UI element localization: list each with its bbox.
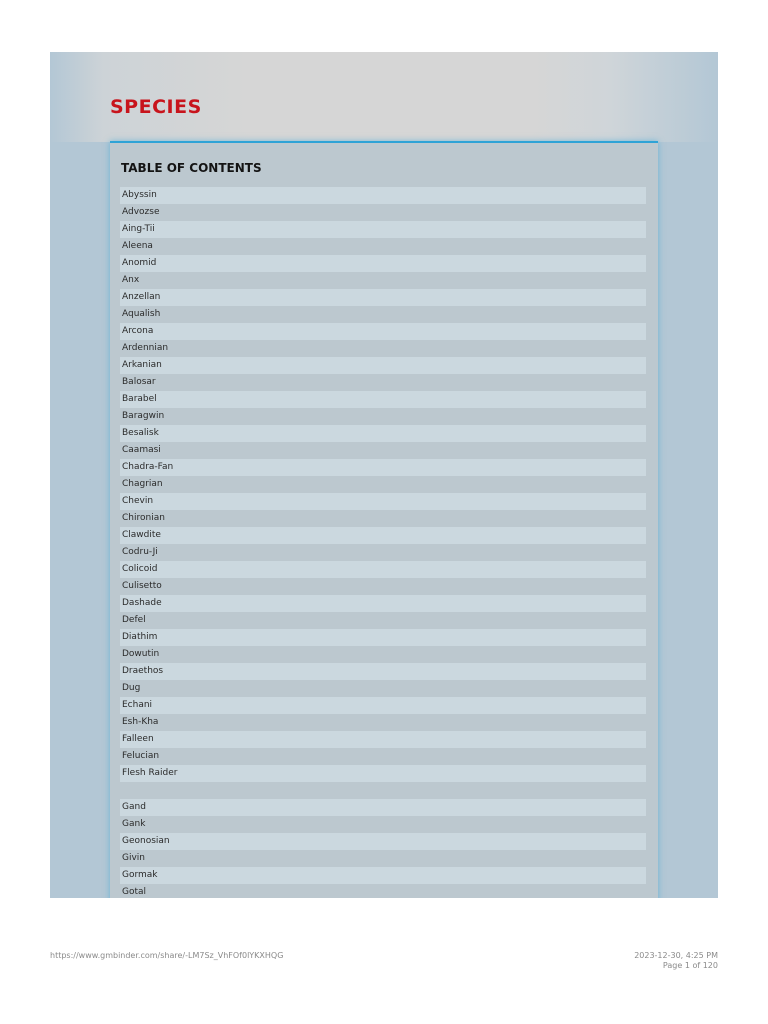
- toc-item[interactable]: Advozse: [120, 204, 646, 221]
- toc-item[interactable]: Aqualish: [120, 306, 646, 323]
- toc-item[interactable]: Anzellan: [120, 289, 646, 306]
- toc-item[interactable]: Aing-Tii: [120, 221, 646, 238]
- toc-item[interactable]: Esh-Kha: [120, 714, 646, 731]
- toc-item[interactable]: Arkanian: [120, 357, 646, 374]
- toc-list: [120, 187, 646, 898]
- toc-item: [120, 782, 646, 799]
- toc-heading: TABLE OF CONTENTS: [121, 161, 262, 175]
- toc-item[interactable]: Falleen: [120, 731, 646, 748]
- toc-item[interactable]: Gotal: [120, 884, 646, 898]
- toc-item[interactable]: Codru-Ji: [120, 544, 646, 561]
- toc-item[interactable]: Defel: [120, 612, 646, 629]
- toc-item[interactable]: Geonosian: [120, 833, 646, 850]
- toc-item[interactable]: Echani: [120, 697, 646, 714]
- toc-item[interactable]: Dashade: [120, 595, 646, 612]
- toc-item[interactable]: Anomid: [120, 255, 646, 272]
- page-title: SPECIES: [110, 96, 202, 118]
- toc-item[interactable]: Gand: [120, 799, 646, 816]
- toc-item[interactable]: Besalisk: [120, 425, 646, 442]
- toc-item[interactable]: Clawdite: [120, 527, 646, 544]
- toc-item[interactable]: Felucian: [120, 748, 646, 765]
- toc-item[interactable]: Culisetto: [120, 578, 646, 595]
- toc-item[interactable]: Chadra-Fan: [120, 459, 646, 476]
- toc-item[interactable]: Draethos: [120, 663, 646, 680]
- toc-item[interactable]: Flesh Raider: [120, 765, 646, 782]
- toc-item[interactable]: Givin: [120, 850, 646, 867]
- footer-page-number: Page 1 of 120: [662, 961, 718, 970]
- footer-meta: [634, 951, 718, 971]
- toc-item[interactable]: Colicoid: [120, 561, 646, 578]
- toc-item[interactable]: Arcona: [120, 323, 646, 340]
- toc-item[interactable]: Ardennian: [120, 340, 646, 357]
- toc-item[interactable]: Anx: [120, 272, 646, 289]
- toc-item[interactable]: Abyssin: [120, 187, 646, 204]
- toc-item[interactable]: Diathim: [120, 629, 646, 646]
- footer-url[interactable]: https://www.gmbinder.com/share/-LM7Sz_VhFOf0lYKXHQG: [50, 951, 284, 960]
- toc-item[interactable]: Gank: [120, 816, 646, 833]
- toc-item[interactable]: Dug: [120, 680, 646, 697]
- toc-item[interactable]: Dowutin: [120, 646, 646, 663]
- toc-item[interactable]: Aleena: [120, 238, 646, 255]
- toc-item[interactable]: Caamasi: [120, 442, 646, 459]
- toc-item[interactable]: Baragwin: [120, 408, 646, 425]
- toc-item[interactable]: Chagrian: [120, 476, 646, 493]
- footer-timestamp: 2023-12-30, 4:25 PM: [634, 951, 718, 960]
- table-of-contents: [110, 141, 658, 898]
- toc-item[interactable]: Barabel: [120, 391, 646, 408]
- toc-item[interactable]: Chironian: [120, 510, 646, 527]
- toc-item[interactable]: Balosar: [120, 374, 646, 391]
- toc-item[interactable]: Gormak: [120, 867, 646, 884]
- toc-item[interactable]: Chevin: [120, 493, 646, 510]
- document-page: [50, 52, 718, 898]
